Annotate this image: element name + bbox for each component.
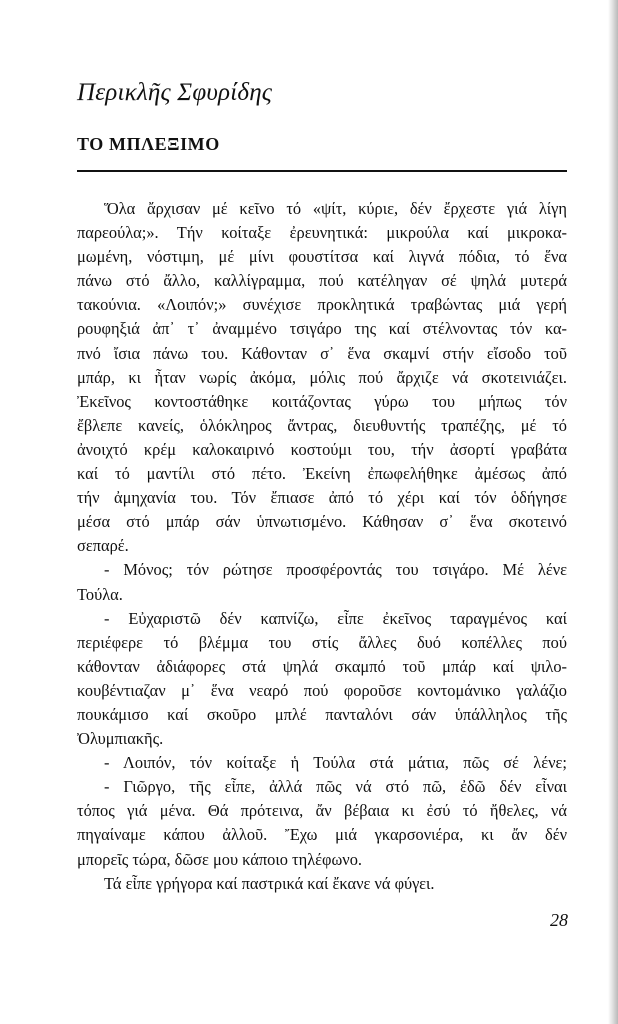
text-line: σεπαρέ. bbox=[77, 536, 129, 556]
text-line: μπορεῖς τώρα, δῶσε μου κάποιο τηλέφωνο. bbox=[77, 849, 362, 869]
text-line: Ὅλα ἄρχισαν μέ κεῖνο τό «ψίτ, κύριε, δέν ἔρχεστε γιά λίγη bbox=[104, 199, 567, 218]
text-line: - Μόνος; τόν ρώτησε προσφέροντάς του τσιγάρο. Μέ λένε bbox=[104, 560, 567, 580]
text-line: κάθονταν ἀδιάφορες στά ψηλά σκαμπό τοῦ μπάρ καί ψιλο- bbox=[77, 656, 567, 676]
text-line: ἔβλεπε κανείς, ὁλόκληρος ἄντρας, διευθυντής τραπέζης, μέ τό bbox=[77, 415, 567, 435]
text-line: τακούνια. «Λοιπόν;» συνέχισε προκλητικά τραβώντας μιά γερή bbox=[77, 295, 567, 315]
text-line: Ὀλυμπιακῆς. bbox=[77, 729, 164, 749]
page-number: 28 bbox=[550, 910, 568, 930]
text-line: κουβέντιαζαν μ᾽ ἕνα νεαρό πού φοροῦσε κοντομάνικο γαλάζιο bbox=[77, 680, 567, 700]
author-name: Περικλῆς Σφυρίδης bbox=[77, 79, 273, 106]
page-edge-shadow bbox=[608, 0, 618, 1024]
text-line: - Γιῶργο, τῆς εἶπε, ἀλλά πῶς νά στό πῶ, ἐδῶ δέν εἶναι bbox=[104, 777, 567, 797]
text-line: μπάρ, κι ἦταν νωρίς ἀκόμα, μόλις πού ἄρχιζε νά σκοτεινιάζει. bbox=[77, 367, 567, 387]
text-line: καί τό μαντίλι στό πέτο. Ἐκείνη ἐπωφελήθηκε ἀμέσως ἀπό bbox=[77, 464, 567, 484]
text-line: ρουφηξιά ἀπ᾽ τ᾽ ἀναμμένο τσιγάρο της καί στέλνοντας τόν κα- bbox=[77, 319, 567, 339]
text-line: - Λοιπόν, τόν κοίταξε ἡ Τούλα στά μάτια, πῶς σέ λένε; bbox=[104, 753, 567, 773]
text-line: - Εὐχαριστῶ δέν καπνίζω, εἶπε ἐκεῖνος ταραγμένος καί bbox=[104, 608, 567, 628]
text-line: πηγαίναμε κάπου ἀλλοῦ. Ἔχω μιά γκαρσονιέρα, κι ἄν δέν bbox=[77, 825, 567, 845]
text-line: Τά εἶπε γρήγορα καί παστρικά καί ἔκανε νά φύγει. bbox=[104, 873, 435, 893]
text-line: πνό ἴσια πάνω του. Κάθονταν σ᾽ ἕνα σκαμνί στήν εἴσοδο τοῦ bbox=[77, 343, 567, 363]
text-line: πάνω στό ἄλλο, καλλίγραμμα, πού κατέληγαν σέ ψηλά μυτερά bbox=[77, 271, 567, 291]
text-line: μωμένη, νόστιμη, μέ μίνι φουστίτσα καί λιγνά πόδια, τό ἕνα bbox=[77, 247, 567, 267]
story-title: ΤΟ ΜΠΛΕΞΙΜΟ bbox=[77, 134, 220, 154]
text-line: Τούλα. bbox=[77, 584, 123, 604]
text-line: ἀνοιχτό κρέμ καλοκαιρινό κοστούμι του, τήν ἀσορτί γραβάτα bbox=[77, 439, 567, 459]
story-body bbox=[77, 197, 567, 896]
text-line: Ἐκεῖνος κοντοστάθηκε κοιτάζοντας γύρω του μήπως τόν bbox=[77, 391, 567, 411]
text-line: μέσα στό μπάρ σάν ὑπνωτισμένο. Κάθησαν σ᾽ ἕνα σκοτεινό bbox=[77, 512, 567, 532]
text-line: πουκάμισο καί σκοῦρο μπλέ πανταλόνι σάν ὑπάλληλος τῆς bbox=[77, 704, 567, 724]
text-line: παρεούλα;». Τήν κοίταξε ἐρευνητικά: μικρούλα καί μικροκα- bbox=[77, 223, 567, 243]
text-line: περιέφερε τό βλέμμα του στίς ἄλλες δυό κοπέλλες πού bbox=[77, 632, 567, 652]
text-line: τήν ἀμηχανία του. Τόν ἔπιασε ἀπό τό χέρι καί τόν ὁδήγησε bbox=[77, 488, 567, 508]
text-line: τόπος γιά μένα. Θά πρότεινα, ἄν βέβαια κι ἐσύ τό ἤθελες, νά bbox=[77, 801, 567, 821]
title-rule bbox=[77, 170, 567, 172]
